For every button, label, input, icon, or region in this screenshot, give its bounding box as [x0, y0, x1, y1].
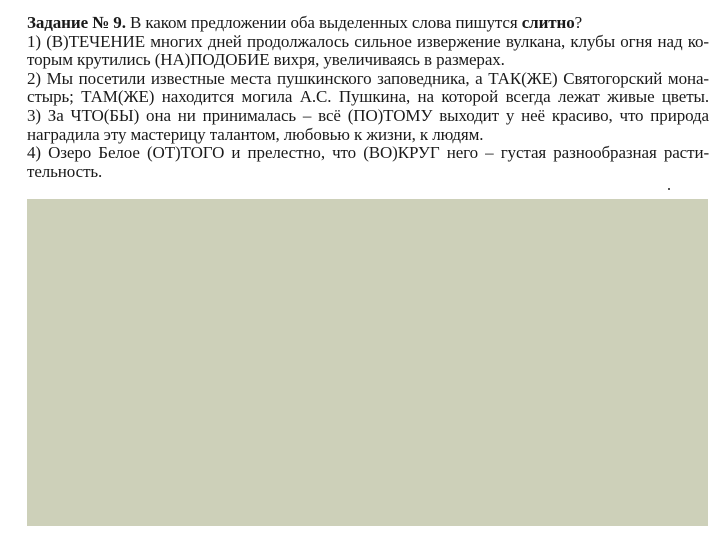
- task-number: Задание № 9.: [27, 13, 126, 32]
- task-text: [27, 14, 709, 181]
- task-emphasis: слитно: [521, 13, 575, 32]
- option-4-line-2: тельность.: [27, 161, 103, 181]
- option-3-line-1: 3) За ЧТО(БЫ) она ни принималась – всё (ПО)ТОМУ выходит у неё красиво, что природа: [27, 105, 709, 125]
- option-2-line-2: стырь; ТАМ(ЖЕ) находится могила А.С. Пушкина, на которой всегда лежат живые цветы.: [27, 87, 709, 107]
- task-question: В каком предложении оба выделенных слова пишутся: [125, 13, 522, 32]
- task-question-mark: ?: [574, 13, 583, 32]
- speck-mark: [668, 188, 670, 190]
- gray-panel: [27, 199, 708, 526]
- option-1-line-1: 1) (В)ТЕЧЕНИЕ многих дней продолжалось сильное извержение вулкана, клубы огня над ко-: [27, 31, 709, 51]
- task-title: [27, 14, 709, 33]
- option-1-line-2: торым крутились (НА)ПОДОБИЕ вихря, увеличиваясь в размерах.: [27, 50, 505, 70]
- option-4-line-1: 4) Озеро Белое (ОТ)ТОГО и прелестно, что (ВО)КРУГ него – густая разнообразная расти-: [27, 143, 709, 163]
- option-2-line-1: 2) Мы посетили известные места пушкинского заповедника, а ТАК(ЖЕ) Святогорский мона-: [27, 68, 709, 88]
- option-3-line-2: наградила эту мастерицу талантом, любовью к жизни, к людям.: [27, 124, 484, 144]
